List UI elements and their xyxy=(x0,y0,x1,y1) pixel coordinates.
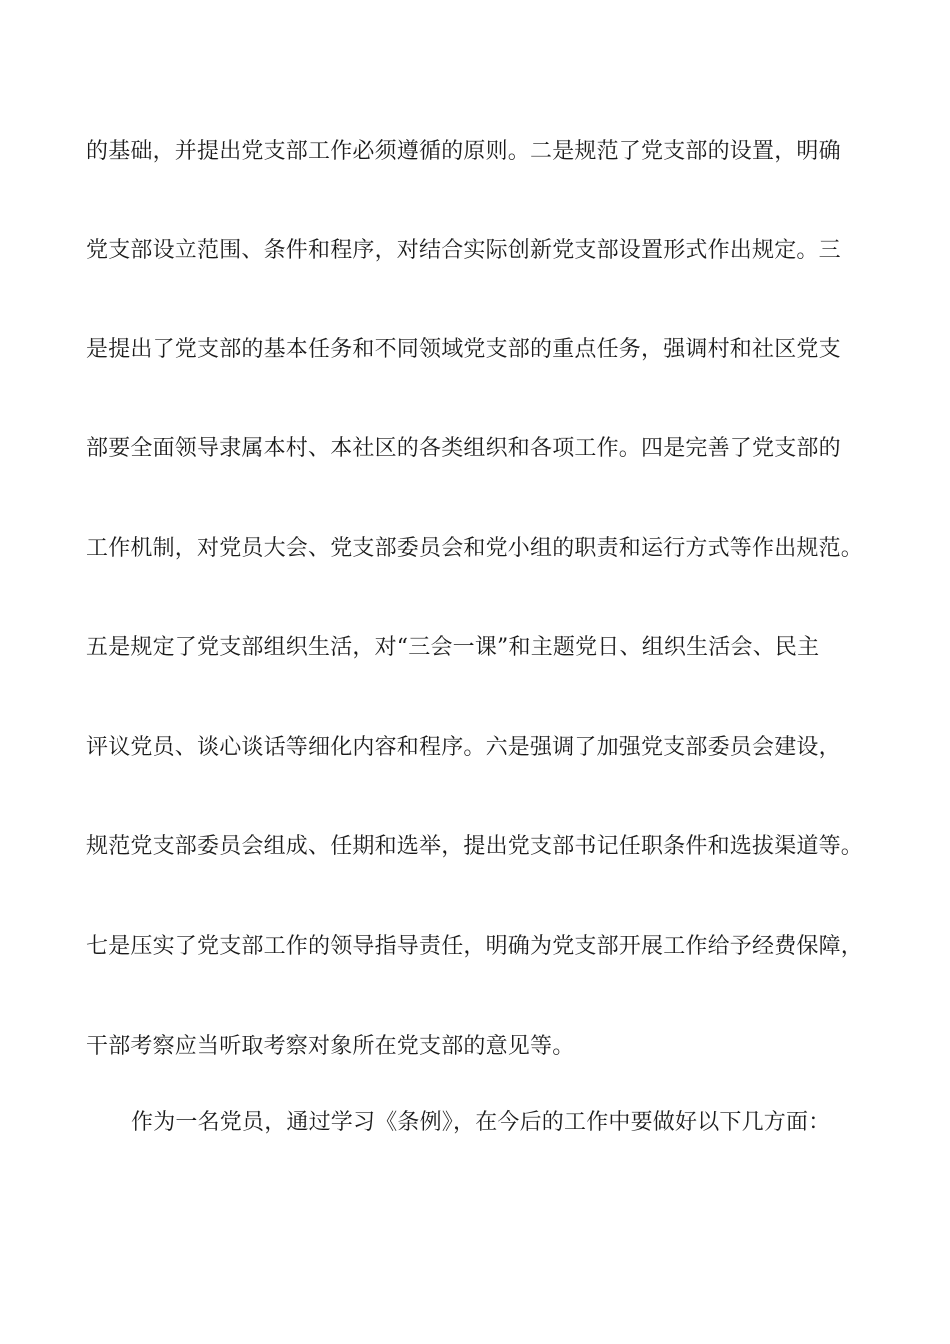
text-line-7: 评议党员、谈心谈话等细化内容和程序。六是强调了加强党支部委员会建设， xyxy=(86,735,841,760)
text-line-4: 部要全面领导隶属本村、本社区的各类组织和各项工作。四是完善了党支部的 xyxy=(86,436,841,461)
text-line-6: 五是规定了党支部组织生活，对“三会一课”和主题党日、组织生活会、民主 xyxy=(86,635,820,660)
text-line-8: 规范党支部委员会组成、任期和选举，提出党支部书记任职条件和选拔渠道等。 xyxy=(86,834,864,859)
text-line-3: 是提出了党支部的基本任务和不同领域党支部的重点任务，强调村和社区党支 xyxy=(86,337,841,362)
text-line-10: 干部考察应当听取考察对象所在党支部的意见等。 xyxy=(86,1034,575,1059)
text-line-5: 工作机制，对党员大会、党支部委员会和党小组的职责和运行方式等作出规范。 xyxy=(86,536,864,561)
closing-paragraph: 作为一名党员，通过学习《条例》，在今后的工作中要做好以下几方面： xyxy=(131,1110,831,1135)
text-line-2: 党支部设立范围、条件和程序，对结合实际创新党支部设置形式作出规定。三 xyxy=(86,238,841,263)
text-line-1: 的基础，并提出党支部工作必须遵循的原则。二是规范了党支部的设置，明确 xyxy=(86,139,841,164)
text-line-9: 七是压实了党支部工作的领导指导责任，明确为党支部开展工作给予经费保障， xyxy=(86,934,864,959)
